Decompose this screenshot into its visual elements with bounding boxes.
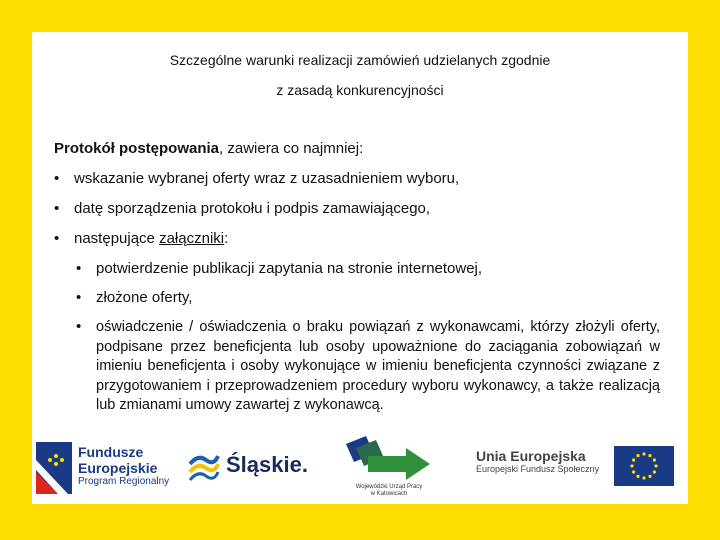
slide-title-line2: z zasadą konkurencyjności [276,82,444,98]
intro-rest: , zawiera co najmniej: [219,140,364,157]
sub-bullet-item [76,289,660,306]
bullet-dot: • [76,318,82,335]
bullet-text: wskazanie wybranej oferty wraz z uzasadnieniem wyboru, [74,170,460,187]
bullet-item [54,230,228,247]
bullet3-suffix: : [224,230,229,247]
bullet-item [54,200,430,217]
slide-card [32,32,688,504]
bullet-text [74,230,228,247]
sub-bullet-text: oświadczenie / oświadczenia o braku powiązań z wykonawcami, którzy złożyli oferty, podpisane przez beneficjenta lub osoby upoważnione do zaciągania zobowiązań w imieniu beneficjenta i osoby wykonujące w imieniu beneficjenta czynności związane z przygotowaniem i przeprowadzeniem procedury wyboru wykonawcy, a także realizacją lub zmianami umowy zawartej z wykonawcą. [96,319,660,413]
slaskie-text: Śląskie. [226,452,308,477]
wup-logo [344,434,434,502]
ue-title: Unia Europejska [476,448,586,464]
wup-arrows-icon [344,434,432,482]
intro-bold: Protokół postępowania [54,140,220,157]
bullet3-prefix: następujące [74,230,160,247]
ue-text-block [476,448,610,488]
fe-line2: Europejskie [78,460,158,476]
eu-flag-icon [614,446,674,486]
attachments-underlined: załączniki [159,230,225,247]
bullet-dot: • [76,260,82,277]
sub-bullet-item [76,318,660,416]
fe-line1: Fundusze [78,444,144,460]
ue-subtitle: Europejski Fundusz Społeczny [476,464,600,474]
bullet-dot: • [54,230,60,247]
fundusze-europejskie-logo [36,440,176,496]
slide-title-line1: Szczególne warunki realizacji zamówień udzielanych zgodnie [169,52,551,68]
wup-line2: w Katowicach [370,491,408,497]
slaskie-logo [188,448,318,488]
wup-line1: Wojewódzki Urząd Pracy [355,484,423,490]
bullet-dot: • [54,200,60,217]
intro-text [54,140,363,157]
bullet-dot: • [54,170,60,187]
sub-bullet-text: potwierdzenie publikacji zapytania na stronie internetowej, [96,260,483,277]
bullet-item [54,170,459,187]
slaskie-waves-icon [188,450,220,482]
bullet-text: datę sporządzenia protokołu i podpis zamawiającego, [74,200,431,217]
fe-flag-icon [36,442,72,494]
bullet-dot: • [76,289,82,306]
fe-line3: Program Regionalny [78,476,170,487]
sub-bullet-text: złożone oferty, [96,289,193,306]
logo-strip [32,432,688,504]
sub-bullet-item [76,260,660,277]
